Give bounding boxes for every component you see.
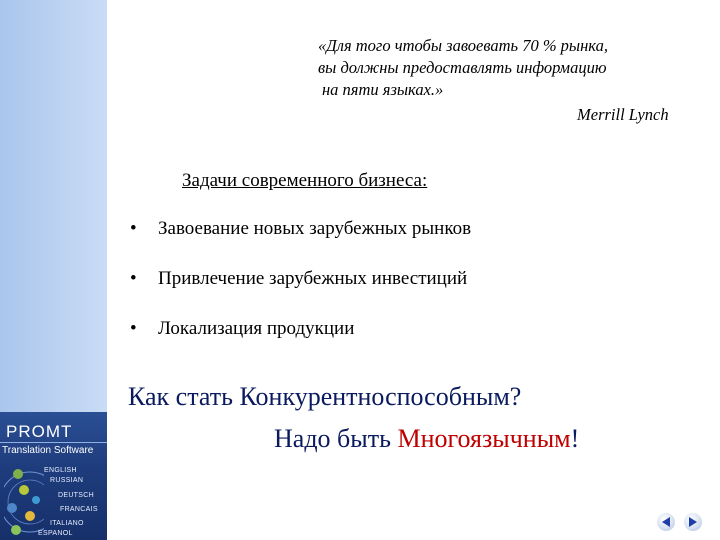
language-label: ITALIANO bbox=[50, 520, 84, 527]
language-label: FRANCAIS bbox=[60, 506, 98, 513]
quote-line: на пяти языках.» bbox=[322, 80, 444, 99]
bullet-text: Завоевание новых зарубежных рынков bbox=[158, 218, 472, 239]
quote-block bbox=[318, 35, 608, 101]
language-label: RUSSIAN bbox=[50, 477, 84, 484]
language-label: ESPANOL bbox=[38, 530, 73, 537]
bullet-marker: • bbox=[130, 218, 137, 239]
promt-logo-panel bbox=[0, 412, 107, 540]
globe-icon bbox=[4, 464, 44, 540]
bullet-item bbox=[130, 268, 471, 318]
bullet-marker: • bbox=[130, 318, 137, 339]
bullet-text: Привлечение зарубежных инвестиций bbox=[158, 268, 468, 289]
answer-suffix: ! bbox=[570, 424, 580, 453]
language-label: ENGLISH bbox=[44, 467, 77, 474]
language-label: DEUTSCH bbox=[58, 492, 94, 499]
section-heading: Задачи современного бизнеса: bbox=[182, 170, 428, 191]
answer-text bbox=[274, 424, 579, 454]
answer-highlight: Многоязычным bbox=[397, 424, 571, 453]
bullet-marker: • bbox=[130, 268, 137, 289]
brand-tagline: Translation Software bbox=[2, 445, 94, 456]
answer-prefix: Надо быть bbox=[274, 424, 398, 453]
quote-line: «Для того чтобы завоевать 70 % рынка, bbox=[318, 36, 608, 55]
question-text: Как стать Конкурентноспособным? bbox=[128, 382, 522, 411]
brand-name: PROMT bbox=[6, 422, 73, 441]
quote-line: вы должны предоставлять информацию bbox=[318, 58, 607, 77]
bullet-list bbox=[130, 218, 471, 368]
bullet-item bbox=[130, 318, 471, 368]
next-slide-button[interactable] bbox=[684, 513, 702, 531]
prev-arrow-icon bbox=[660, 516, 672, 528]
bullet-item bbox=[130, 218, 471, 268]
bullet-text: Локализация продукции bbox=[158, 318, 355, 339]
next-arrow-icon bbox=[687, 516, 699, 528]
prev-slide-button[interactable] bbox=[657, 513, 675, 531]
brand-divider bbox=[0, 442, 107, 443]
quote-author: Merrill Lynch bbox=[577, 105, 669, 124]
